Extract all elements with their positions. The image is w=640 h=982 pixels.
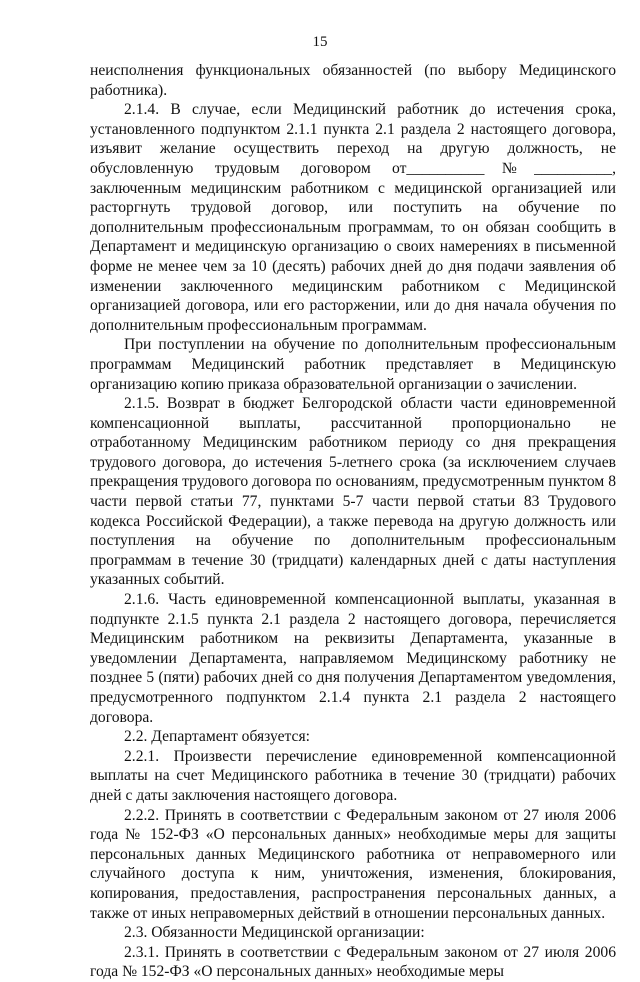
paragraph-2-2-heading: 2.2. Департамент обязуется: bbox=[124, 728, 310, 746]
page-number: 15 bbox=[312, 34, 328, 50]
document-body bbox=[90, 61, 616, 982]
paragraph-2-2-2: 2.2.2. Принять в соответствии с Федеральным законом от 27 июля 2006 года № 152-ФЗ «О персональных данных» необходимые меры для защиты персональных данных Медицинского работника от неправомерного или случайного доступа к ним, уничтожения, изменения, блокирования, копирования, предоставления, распространения персональных данных, а также от иных неправомерных действий в отношении персональных данных. bbox=[90, 806, 616, 922]
paragraph-2-1-6: 2.1.6. Часть единовременной компенсационной выплаты, указанная в подпункте 2.1.5 пункта 2.1 раздела 2 настоящего договора, перечисляется Медицинским работником на реквизиты Департамента, указанные в уведомлении Департамента, направляемом Медицинскому работнику не позднее 5 (пяти) рабочих дней со дня получения Департаментом уведомления, предусмотренного подпунктом 2.1.4 пункта 2.1 раздела 2 настоящего договора. bbox=[90, 591, 616, 726]
paragraph-training-admission: При поступлении на обучение по дополнительным профессиональным программам Медицинский работник представляет в Медицинскую организацию копию приказа образовательной организации о зачислении. bbox=[90, 336, 616, 393]
paragraph-2-3-heading: 2.3. Обязанности Медицинской организации: bbox=[124, 924, 425, 942]
paragraph-2-3-1: 2.3.1. Принять в соответствии с Федеральным законом от 27 июля 2006 года № 152-ФЗ «О персональных данных» необходимые меры bbox=[90, 943, 616, 981]
paragraph-2-1-4: 2.1.4. В случае, если Медицинский работник до истечения срока, установленного подпунктом 2.1.1 пункта 2.1 раздела 2 настоящего договора, изъявит желание осуществить переход на другую должность, не обусловленную трудовым договором от__________№__________, заключенным медицинским работником с медицинской организацией или расторгнуть трудовой договор, или поступить на обучение по дополнительным профессиональным программам, то он обязан сообщить в Департамент и медицинскую организацию о своих намерениях в письменной форме не менее чем за 10 (десять) рабочих дней до дня подачи заявления об изменении заключенного медицинским работником с Медицинской организацией договора, или его расторжении, или до дня начала обучения по дополнительным профессиональным программам. bbox=[90, 101, 616, 334]
paragraph-2-1-5: 2.1.5. Возврат в бюджет Белгородской области части единовременной компенсационной выплаты, рассчитанной пропорционально не отработанному Медицинским работником периоду со дня прекращения трудового договора, до истечения 5-летнего срока (за исключением случаев прекращения трудового договора по основаниям, предусмотренным пунктом 8 части первой статьи 77, пунктами 5-7 части первой статьи 83 Трудового кодекса Российской Федерации), а также перевода на другую должность или поступления на обучение по дополнительным профессиональным программам в течение 30 (тридцати) календарных дней с даты наступления указанных событий. bbox=[90, 395, 616, 589]
paragraph-continuation: неисполнения функциональных обязанностей (по выбору Медицинского работника). bbox=[90, 62, 616, 99]
paragraph-2-2-1: 2.2.1. Произвести перечисление единовременной компенсационной выплаты на счет Медицинского работника в течение 30 (тридцати) рабочих дней с даты заключения настоящего договора. bbox=[90, 747, 616, 804]
